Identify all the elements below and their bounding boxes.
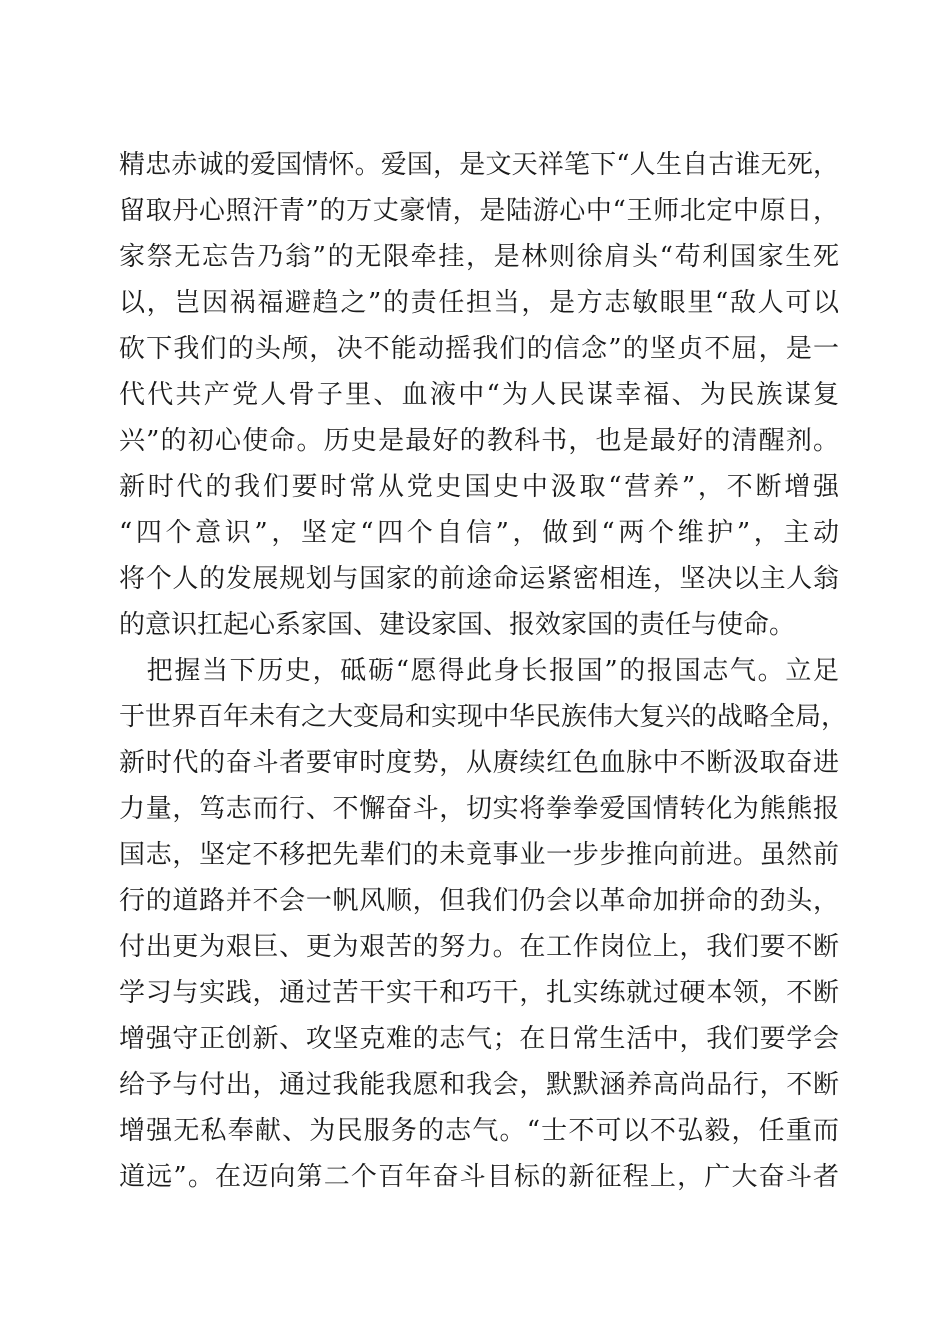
- text-line: 付出更为艰巨、更为艰苦的努力。在工作岗位上，我们要不断: [119, 932, 839, 962]
- text-line: 新时代的我们要时常从党史国史中汲取“营养”，不断增强: [119, 472, 839, 502]
- text-line: 增强守正创新、攻坚克难的志气；在日常生活中，我们要学会: [119, 1024, 839, 1054]
- text-line: 新时代的奋斗者要审时度势，从赓续红色血脉中不断汲取奋进: [119, 748, 839, 778]
- text-line: 于世界百年未有之大变局和实现中华民族伟大复兴的战略全局，: [119, 702, 848, 732]
- text-line: 家祭无忘告乃翁”的无限牵挂，是林则徐肩头“苟利国家生死: [119, 242, 839, 272]
- paragraph-start-line: 把握当下历史，砥砺“愿得此身长报国”的报国志气。立足: [119, 656, 839, 686]
- text-line: 行的道路并不会一帆风顺，但我们仍会以革命加拼命的劲头，: [119, 886, 839, 916]
- text-line: 以，岂因祸福避趋之”的责任担当，是方志敏眼里“敌人可以: [119, 288, 839, 318]
- text-line: 道远”。在迈向第二个百年奋斗目标的新征程上，广大奋斗者: [119, 1162, 839, 1192]
- paragraph-end-line: 的意识扛起心系家国、建设家国、报效家国的责任与使命。: [119, 610, 796, 640]
- text-line: 留取丹心照汗青”的万丈豪情，是陆游心中“王师北定中原日，: [119, 196, 839, 226]
- text-line: 增强无私奉献、为民服务的志气。“士不可以不弘毅，任重而: [119, 1116, 839, 1146]
- text-line: 兴”的初心使命。历史是最好的教科书，也是最好的清醒剂。: [119, 426, 839, 456]
- text-line: 力量，笃志而行、不懈奋斗，切实将拳拳爱国情转化为熊熊报: [119, 794, 839, 824]
- body-text: [119, 142, 848, 1200]
- text-line: 代代共产党人骨子里、血液中“为人民谋幸福、为民族谋复: [119, 380, 839, 410]
- text-line: 砍下我们的头颅，决不能动摇我们的信念”的坚贞不屈，是一: [119, 334, 839, 364]
- text-line: “四个意识”，坚定“四个自信”，做到“两个维护”，主动: [119, 518, 839, 548]
- text-line: 将个人的发展规划与国家的前途命运紧密相连，坚决以主人翁: [119, 564, 839, 594]
- text-line: 国志，坚定不移把先辈们的未竟事业一步步推向前进。虽然前: [119, 840, 839, 870]
- text-line: 给予与付出，通过我能我愿和我会，默默涵养高尚品行，不断: [119, 1070, 839, 1100]
- text-line: 精忠赤诚的爱国情怀。爱国，是文天祥笔下“人生自古谁无死，: [119, 150, 839, 180]
- text-line: 学习与实践，通过苦干实干和巧干，扎实练就过硬本领，不断: [119, 978, 839, 1008]
